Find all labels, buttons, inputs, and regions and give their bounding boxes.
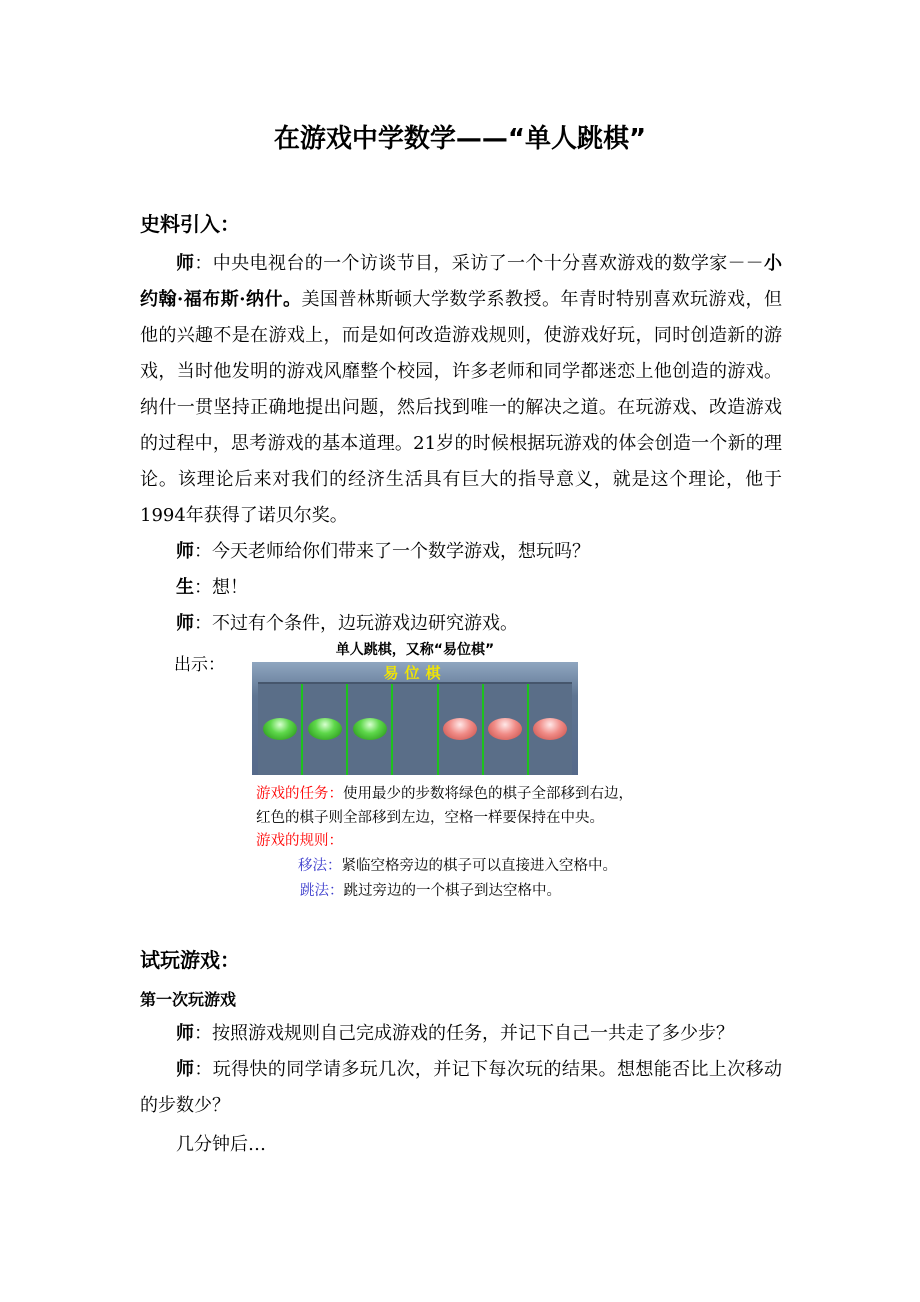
task-text: 使用最少的步数将绿色的棋子全部移到右边， <box>343 786 633 802</box>
text: ：玩得快的同学请多玩几次，并记下每次玩的结果。想想能否比上次移动的步数少？ <box>140 1059 782 1116</box>
section-heading-history: 史料引入： <box>140 212 240 236</box>
nash-name: 小约翰·福布斯·纳什。 <box>140 253 783 310</box>
board-slot[interactable] <box>439 684 484 775</box>
green-piece[interactable] <box>353 718 387 740</box>
text: ：今天老师给你们带来了一个数学游戏，想玩吗？ <box>194 541 590 562</box>
figure-caption: 单人跳棋，又称“易位棋” <box>335 642 495 658</box>
task-line-2: 红色的棋子则全部移到左边，空格一样要保持在中央。 <box>256 810 604 826</box>
speaker: 师 <box>176 613 194 634</box>
board-slot[interactable] <box>484 684 529 775</box>
board-slot[interactable] <box>393 684 438 775</box>
dialogue-line <box>176 534 590 570</box>
speaker: 师 <box>176 1023 194 1044</box>
task-label: 游戏的任务： <box>256 786 343 802</box>
red-piece[interactable] <box>488 718 522 740</box>
board-title: 易位棋 <box>383 664 447 682</box>
board-slot[interactable] <box>348 684 393 775</box>
dialogue-line <box>176 606 518 642</box>
move-rule <box>298 854 617 878</box>
move-label: 移法： <box>298 858 342 874</box>
board-slots <box>258 682 572 775</box>
speaker: 生 <box>176 577 194 598</box>
red-piece[interactable] <box>443 718 477 740</box>
section-heading-trial: 试玩游戏： <box>140 948 240 972</box>
show-label: 出示： <box>174 655 225 675</box>
jump-label: 跳法： <box>300 883 344 899</box>
red-piece[interactable] <box>533 718 567 740</box>
jump-rule <box>300 879 561 903</box>
intro-paragraph <box>140 246 782 534</box>
task-line <box>256 782 633 806</box>
text: ：不过有个条件，边玩游戏边研究游戏。 <box>194 613 518 634</box>
green-piece[interactable] <box>308 718 342 740</box>
narration: 几分钟后… <box>176 1134 266 1155</box>
board-slot[interactable] <box>529 684 572 775</box>
green-piece[interactable] <box>263 718 297 740</box>
speaker: 师 <box>176 253 195 274</box>
speaker: 师 <box>176 1059 195 1080</box>
speaker: 师 <box>176 541 194 562</box>
page-title: 在游戏中学数学——“单人跳棋” <box>273 124 647 154</box>
game-board <box>252 662 578 775</box>
text: 美国普林斯顿大学数学系教授。年青时特别喜欢玩游戏，但他的兴趣不是在游戏上，而是如何改造游戏规则，使游戏好玩，同时创造新的游戏，当时他发明的游戏风靡整个校园，许多老师和同学都迷恋上他创造的游戏。纳什一贯坚持正确地提出问题，然后找到唯一的解决之道。在玩游戏、改造游戏的过程中，思考游戏的基本道理。21岁的时候根据玩游戏的体会创造一个新的理论。该理论后来对我们的经济生活具有巨大的指导意义，就是这个理论，他于1994年获得了诺贝尔奖。 <box>140 289 782 526</box>
text: ：中央电视台的一个访谈节目，采访了一个十分喜欢游戏的数学家－－ <box>194 253 764 274</box>
board-slot[interactable] <box>258 684 303 775</box>
rules-label: 游戏的规则： <box>256 833 343 849</box>
jump-text: 跳过旁边的一个棋子到达空格中。 <box>343 883 561 899</box>
dialogue-line <box>176 570 248 606</box>
dialogue-paragraph <box>140 1052 782 1124</box>
subheading-first-play: 第一次玩游戏 <box>140 990 237 1009</box>
move-text: 紧临空格旁边的棋子可以直接进入空格中。 <box>341 858 617 874</box>
board-slot[interactable] <box>303 684 348 775</box>
text: ：按照游戏规则自己完成游戏的任务，并记下自己一共走了多少步？ <box>194 1023 734 1044</box>
text: ：想！ <box>194 577 248 598</box>
dialogue-line <box>176 1016 734 1052</box>
